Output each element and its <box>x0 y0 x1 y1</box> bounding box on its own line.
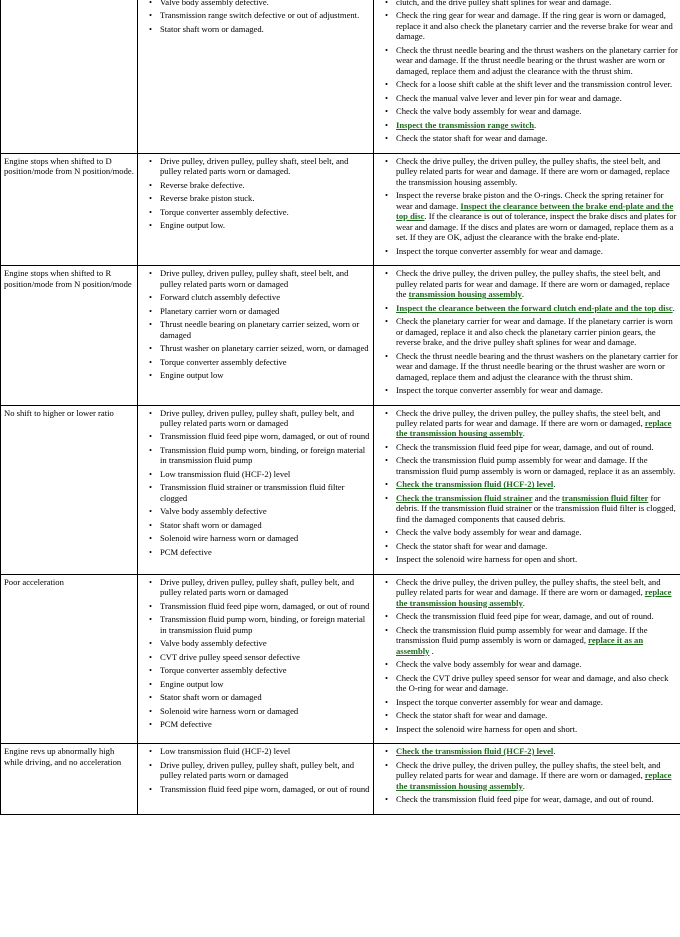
symptom-text: Engine stops when shifted to R position/mode from N position/mode <box>4 268 132 289</box>
cause-item: • Transmission range switch defective or out of adjustment. <box>160 10 371 20</box>
probable-cause-cell <box>138 153 374 265</box>
action-text: Check the ring gear for wear and damage. If the ring gear is worn or damaged, replace it and also check the planetary carrier and the reverse brake for wear and damage. <box>396 10 673 42</box>
cause-item: • PCM defective <box>160 547 371 557</box>
cause-item: • Valve body assembly defective <box>160 506 371 516</box>
action-text: . <box>553 746 556 757</box>
cause-item: • Drive pulley, driven pulley, pulley shaft, pulley belt, and pulley related parts worn or damaged <box>160 577 371 598</box>
action-text: Check the drive pulley, the driven pulley, the pulley shafts, the steel belt, and pulley related parts for wear and damage. If there are worn or damaged, replace the <box>396 268 670 300</box>
action-text: Inspect the torque converter assembly for wear and damage. <box>396 696 603 707</box>
action-text: Check the valve body assembly for wear and damage. <box>396 106 582 117</box>
symptom-text: Engine revs up abnormally high while driving, and no acceleration <box>4 746 122 767</box>
action-item <box>396 106 678 116</box>
action-text: clutch, and the drive pulley shaft splines for wear and damage. <box>396 0 612 7</box>
table-row <box>1 744 680 814</box>
action-text: Check the transmission fluid pump assembly for wear and damage. If the transmission fluid pump assembly is worn or damaged, replace it as an assembly. <box>396 455 676 476</box>
cause-item: • Low transmission fluid (HCF-2) level <box>160 469 371 479</box>
cause-item: • Stator shaft worn or damaged <box>160 692 371 702</box>
cause-item: • Torque converter assembly defective <box>160 665 371 675</box>
procedure-link[interactable]: Check the transmission fluid (HCF-2) level <box>396 746 554 757</box>
cause-item: • Thrust washer on planetary carrier seized, worn, or damaged <box>160 343 371 353</box>
action-text: Check the manual valve lever and lever pin for wear and damage. <box>396 92 622 103</box>
action-text: . <box>553 479 556 490</box>
procedure-link[interactable]: transmission fluid filter <box>561 492 649 503</box>
action-text: Check the valve body assembly for wear and damage. <box>396 659 582 670</box>
action-item <box>396 442 678 452</box>
action-text: Check the thrust needle bearing and the thrust washers on the planetary carrier for wear and damage. If the thrust needle bearing or the thrust washer are worn or damaged, replace them and adjust the clearance with the thrust shim. <box>396 44 678 76</box>
table-row <box>1 405 680 574</box>
action-text: for debris. If the transmission fluid strainer or the transmission fluid filter is clogged, find the damaged components that caused debris. <box>396 492 676 524</box>
action-text: Inspect the solenoid wire harness for open and short. <box>396 723 578 734</box>
action-item <box>396 527 678 537</box>
action-item <box>396 760 678 791</box>
cause-item: • Transmission fluid pump worn, binding, or foreign material in transmission fluid pump <box>160 445 371 466</box>
action-item <box>396 794 678 804</box>
symptom-cell <box>1 266 138 405</box>
action-item <box>396 697 678 707</box>
action-text: . <box>522 780 525 791</box>
probable-cause-cell <box>138 744 374 814</box>
action-list <box>376 156 678 256</box>
action-text: Check the stator shaft for wear and damage. <box>396 133 548 144</box>
cause-list <box>140 268 371 380</box>
procedure-link[interactable]: replace the transmission housing assembly <box>396 587 672 608</box>
action-text: Inspect the torque converter assembly for wear and damage. <box>396 385 603 396</box>
action-text: Check the transmission fluid feed pipe for wear, damage, and out of round. <box>396 441 654 452</box>
action-item <box>396 120 678 130</box>
symptom-text: Poor acceleration <box>4 576 64 587</box>
symptom-cell <box>1 405 138 574</box>
symptom-cell <box>1 744 138 814</box>
corrective-action-cell <box>374 266 680 405</box>
action-item <box>396 577 678 608</box>
procedure-link[interactable]: Check the transmission fluid strainer <box>396 492 533 503</box>
cause-list <box>140 156 371 231</box>
corrective-action-cell <box>374 405 680 574</box>
action-item <box>396 79 678 89</box>
cause-item: • Stator shaft worn or damaged <box>160 520 371 530</box>
cause-item: • Drive pulley, driven pulley, pulley shaft, pulley belt, and pulley related parts worn or damaged <box>160 408 371 429</box>
symptom-cell <box>1 574 138 743</box>
symptom-text: Engine stops when shifted to D position/mode from N position/mode. <box>4 155 134 177</box>
corrective-action-cell <box>374 574 680 743</box>
action-text: Check the stator shaft for wear and damage. <box>396 710 548 721</box>
cause-item: • Solenoid wire harness worn or damaged <box>160 706 371 716</box>
table-row <box>1 0 680 153</box>
cause-item: • Valve body assembly defective. <box>160 0 371 7</box>
action-text: Inspect the reverse brake piston and the O-rings. Check the spring retainer for wear and damage. <box>396 190 664 211</box>
procedure-link[interactable]: Inspect the clearance between the brake end-plate and the top disc <box>396 200 674 222</box>
action-text: Inspect the torque converter assembly for wear and damage. <box>396 245 603 256</box>
action-text: Check the drive pulley, the driven pulley, the pulley shafts, the steel belt, and pulley related parts for wear and damage. If there are worn or damaged, <box>396 576 661 598</box>
cause-item: • Solenoid wire harness worn or damaged <box>160 533 371 543</box>
symptom-cell <box>1 0 138 153</box>
cause-item: • Engine output low. <box>160 220 371 230</box>
action-text: Check the thrust needle bearing and the thrust washers on the planetary carrier for wear and damage. If the thrust needle bearing or the thrust washer are worn or damaged, replace them and adjust the clearance with the thrust shim. <box>396 350 678 382</box>
cause-item: • Reverse brake piston stuck. <box>160 193 371 203</box>
action-item <box>396 10 678 41</box>
action-text: Check the drive pulley, the driven pulley, the pulley shafts, the steel belt, and pulley related parts for wear and damage. If there are worn or damaged, <box>396 407 661 428</box>
action-item <box>396 659 678 669</box>
action-text: Check the drive pulley, the driven pulley, the pulley shafts, the steel belt, and pulley related parts for wear and damage. If there are worn or damaged, <box>396 759 661 781</box>
table-row <box>1 574 680 743</box>
action-item <box>396 479 678 489</box>
cause-item: • Drive pulley, driven pulley, pulley shaft, pulley belt, and pulley related parts worn or damaged <box>160 760 371 781</box>
action-item <box>396 541 678 551</box>
cause-item: • Transmission fluid strainer or transmission fluid filter clogged <box>160 482 371 503</box>
cause-list <box>140 577 371 730</box>
action-item <box>396 0 678 7</box>
table-body <box>1 0 680 814</box>
action-list <box>376 0 678 144</box>
probable-cause-cell <box>138 574 374 743</box>
action-item <box>396 673 678 694</box>
action-text: . <box>429 645 434 656</box>
procedure-link[interactable]: Inspect the transmission range switch <box>396 119 534 130</box>
action-list <box>376 408 678 565</box>
symptom-text: No shift to higher or lower ratio <box>4 407 114 418</box>
action-item <box>396 93 678 103</box>
cause-item: • Engine output low <box>160 370 371 380</box>
cause-item: • Transmission fluid feed pipe worn, damaged, or out of round <box>160 431 371 441</box>
action-item <box>396 351 678 382</box>
cause-item: • Torque converter assembly defective. <box>160 207 371 217</box>
action-item <box>396 455 678 476</box>
cause-item: • Transmission fluid pump worn, binding, or foreign material in transmission fluid pump <box>160 614 371 635</box>
procedure-link[interactable]: replace the transmission housing assembly <box>396 770 672 791</box>
cause-item: • Engine output low <box>160 679 371 689</box>
action-list <box>376 577 678 734</box>
cause-item: • Drive pulley, driven pulley, pulley shaft, steel belt, and pulley related parts worn or damaged. <box>160 156 371 177</box>
action-text: . <box>672 302 675 313</box>
action-item <box>396 303 678 313</box>
cause-item: • PCM defective <box>160 719 371 729</box>
cause-item: • Thrust needle bearing on planetary carrier seized, worn or damaged <box>160 319 371 340</box>
cause-item: • Stator shaft worn or damaged. <box>160 24 371 34</box>
cause-item: • Transmission fluid feed pipe worn, damaged, or out of round <box>160 601 371 611</box>
action-list <box>376 746 678 804</box>
cause-item: • Reverse brake defective. <box>160 180 371 190</box>
action-list <box>376 268 678 395</box>
cause-item: • Low transmission fluid (HCF-2) level <box>160 746 371 756</box>
cause-item: • Torque converter assembly defective <box>160 357 371 367</box>
table-row <box>1 266 680 405</box>
action-text: and the <box>532 492 562 503</box>
procedure-link[interactable]: replace the transmission housing assembly <box>396 417 672 439</box>
action-text: Check for a loose shift cable at the shift lever and the transmission control lever. <box>396 79 673 90</box>
action-item <box>396 190 678 242</box>
action-item <box>396 268 678 299</box>
procedure-link[interactable]: transmission housing assembly <box>408 289 522 300</box>
action-text: Check the transmission fluid feed pipe for wear, damage, and out of round. <box>396 794 654 805</box>
action-text: . If the clearance is out of tolerance, inspect the brake discs and plates for wear and damage. If the discs and plates are worn or damaged, replace them as a set. If they are OK, adjust the clearance with the brake end-plate. <box>396 211 677 243</box>
cause-item: • Drive pulley, driven pulley, pulley shaft, steel belt, and pulley related parts worn or damaged <box>160 268 371 289</box>
cause-item: • Transmission fluid feed pipe worn, damaged, or out of round <box>160 784 371 794</box>
action-text: Inspect the solenoid wire harness for open and short. <box>396 554 578 565</box>
table-row <box>1 153 680 265</box>
action-text: . <box>533 119 537 130</box>
cause-item: • Planetary carrier worn or damaged <box>160 306 371 316</box>
cause-item: • Forward clutch assembly defective <box>160 292 371 302</box>
action-text: Check the planetary carrier for wear and damage. If the planetary carrier is worn or damaged, replace it and also check the planetary carrier pinion gears, the reverse brake, and the drive pulley shaft splines for wear and damage. <box>396 316 673 348</box>
action-text: Check the CVT drive pulley speed sensor for wear and damage, and also check the O-ring for wear and damage. <box>396 672 669 694</box>
action-item <box>396 625 678 656</box>
cause-item: • Valve body assembly defective <box>160 638 371 648</box>
procedure-link[interactable]: Inspect the clearance between the forward clutch end-plate and the top disc <box>396 302 673 313</box>
action-text: Check the drive pulley, the driven pulley, the pulley shafts, the steel belt, and pulley related parts for wear and damage. If there are worn or damaged, replace the transmission housing assembly. <box>396 155 670 187</box>
action-text: Check the valve body assembly for wear and damage. <box>396 527 582 538</box>
corrective-action-cell <box>374 0 680 153</box>
cause-list <box>140 0 371 34</box>
action-item <box>396 156 678 187</box>
action-text: . <box>522 597 525 608</box>
action-text: Check the transmission fluid pump assembly for wear and damage. If the transmission fluid pump assembly is worn or damaged, <box>396 624 648 646</box>
probable-cause-cell <box>138 266 374 405</box>
action-item <box>396 724 678 734</box>
action-text: . <box>522 428 525 439</box>
procedure-link[interactable]: replace it as an assembly <box>396 635 644 656</box>
corrective-action-cell <box>374 153 680 265</box>
cause-list <box>140 408 371 558</box>
action-item <box>396 45 678 76</box>
procedure-link[interactable]: Check the transmission fluid (HCF-2) level <box>396 479 554 490</box>
cause-list <box>140 746 371 794</box>
action-item <box>396 710 678 720</box>
symptom-cell <box>1 153 138 265</box>
action-item <box>396 385 678 395</box>
action-item <box>396 246 678 256</box>
action-text: Check the transmission fluid feed pipe for wear, damage, and out of round. <box>396 611 654 622</box>
action-item <box>396 493 678 524</box>
corrective-action-cell <box>374 744 680 814</box>
action-item <box>396 611 678 621</box>
probable-cause-cell <box>138 405 374 574</box>
action-item <box>396 408 678 439</box>
action-text: Check the stator shaft for wear and damage. <box>396 540 548 551</box>
action-item <box>396 554 678 564</box>
action-item <box>396 746 678 756</box>
cause-item: • CVT drive pulley speed sensor defective <box>160 652 371 662</box>
action-item <box>396 133 678 143</box>
probable-cause-cell <box>138 0 374 153</box>
action-item <box>396 316 678 347</box>
action-text: . <box>521 289 524 300</box>
